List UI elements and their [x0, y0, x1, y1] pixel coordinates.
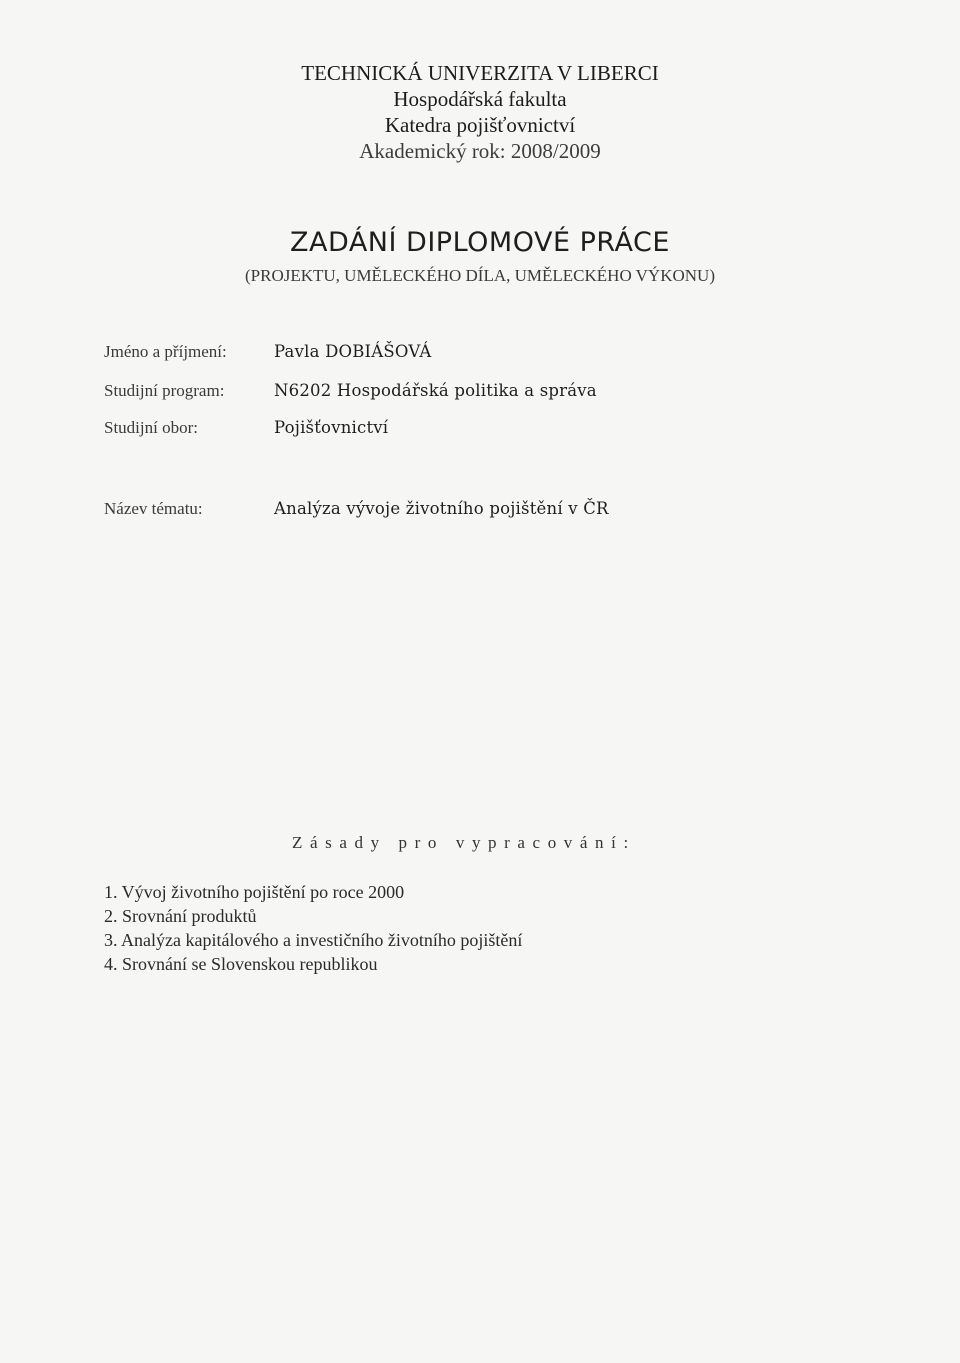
- department-name: Katedra pojišťovnictví: [384, 113, 576, 137]
- topic-label: Název tématu:: [104, 499, 203, 518]
- academic-year: Akademický rok: 2008/2009: [359, 139, 601, 163]
- field-label: Studijní obor:: [104, 418, 198, 437]
- faculty-name: Hospodářská fakulta: [393, 87, 567, 111]
- principles-list: [104, 880, 522, 976]
- program-label: Studijní program:: [104, 381, 225, 400]
- name-row: [104, 342, 431, 362]
- list-item: 4. Srovnání se Slovenskou republikou: [104, 954, 378, 974]
- name-label: Jméno a příjmení:: [104, 342, 227, 361]
- list-item: 1. Vývoj životního pojištění po roce 2000: [104, 882, 405, 902]
- topic-row: [104, 499, 609, 519]
- university-name: TECHNICKÁ UNIVERZITA V LIBERCI: [301, 61, 659, 85]
- topic-value: Analýza vývoje životního pojištění v ČR: [274, 499, 609, 518]
- program-row: [104, 381, 597, 401]
- document-title: ZADÁNÍ DIPLOMOVÉ PRÁCE: [290, 227, 670, 258]
- list-item: 2. Srovnání produktů: [104, 906, 257, 926]
- field-row: [104, 418, 388, 438]
- header-block: [0, 60, 960, 164]
- field-value: Pojišťovnictví: [274, 418, 389, 437]
- program-value: N6202 Hospodářská politika a správa: [274, 381, 597, 400]
- list-item: 3. Analýza kapitálového a investičního životního pojištění: [104, 930, 523, 950]
- principles-heading: Zásady pro vypracování:: [292, 833, 636, 852]
- name-value: Pavla DOBIÁŠOVÁ: [274, 342, 432, 361]
- document-subtitle: (PROJEKTU, UMĚLECKÉHO DÍLA, UMĚLECKÉHO VÝKONU): [245, 266, 715, 285]
